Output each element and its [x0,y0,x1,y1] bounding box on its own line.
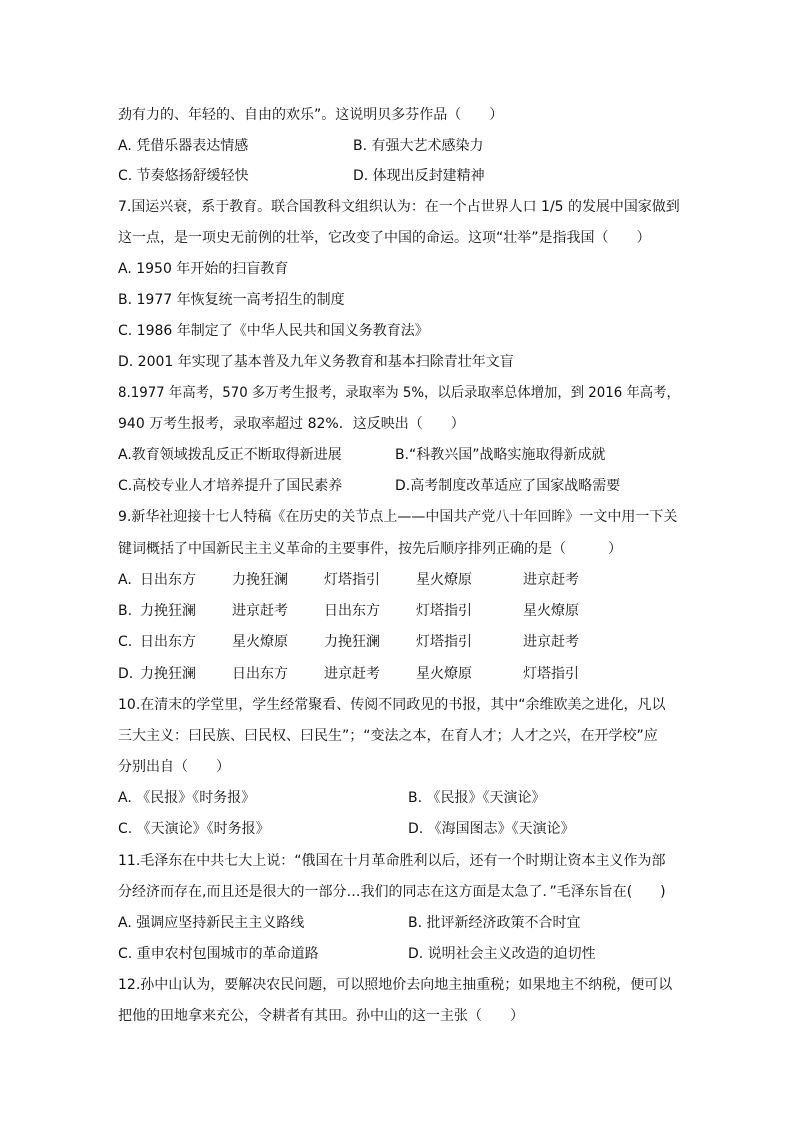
keyword: 力挽狂澜 [140,603,196,619]
q10-option-c: C. 《天演论》《时务报》 [118,821,270,837]
keyword: 灯塔指引 [523,666,579,682]
q12-stem-line: 把他的田地拿来充公，令耕者有其田。孙中山的这一主张（ ） [118,1008,524,1024]
q8-stem-line: 940 万考生报考，录取率超过 82%．这反映出（ ） [118,416,465,432]
q8-option-b: B.“科教兴国”战略实施取得新成就 [395,447,606,463]
q6-stem-line: 劲有力的、年轻的、自由的欢乐”。这说明贝多芬作品（ ） [118,107,504,123]
keyword: 力挽狂澜 [140,666,196,682]
q9-stem-line: 键词概括了中国新民主主义革命的主要事件，按先后顺序排列正确的是（ ） [118,541,622,557]
q8-option-a: A.教育领域拨乱反正不断取得新进展 [118,447,342,463]
keyword: 星火燎原 [416,666,472,682]
keyword: 力挽狂澜 [232,572,288,588]
q6-option-c: C. 节奏悠扬舒缓轻快 [118,168,249,184]
keyword: 进京赶考 [523,634,579,650]
keyword: 日出东方 [324,603,380,619]
keyword: 星火燎原 [523,603,579,619]
q10-stem-line: 三大主义：曰民族、曰民权、曰民生”；“变法之本，在育人才；人才之兴，在开学校”应 [118,728,658,744]
q8-option-c: C.高校专业人才培养提升了国民素养 [118,478,343,494]
keyword: 进京赶考 [232,603,288,619]
keyword: 进京赶考 [324,666,380,682]
q11-option-a: A. 强调应坚持新民主主义路线 [118,915,305,931]
option-label: B. [118,603,133,619]
q12-stem-line: 12.孙中山认为，要解决农民问题，可以照地价去向地主抽重税；如果地主不纳税，便可以 [118,977,673,993]
q11-stem-line: 11.毛泽东在中共七大上说：“俄国在十月革命胜利以后，还有一个时期让资本主义作为部 [118,853,666,869]
q6-option-a: A. 凭借乐器表达情感 [118,138,249,154]
keyword: 灯塔指引 [416,634,472,650]
keyword: 日出东方 [140,634,196,650]
keyword: 星火燎原 [232,634,288,650]
q6-option-b: B. 有强大艺术感染力 [353,138,484,154]
q10-stem-line: 分别出自（ ） [118,759,230,775]
q11-option-d: D. 说明社会主义改造的迫切性 [408,946,596,962]
q7-option-a: A. 1950 年开始的扫盲教育 [118,261,289,277]
keyword: 星火燎原 [416,572,472,588]
q6-option-d: D. 体现出反封建精神 [353,168,485,184]
q9-stem-line: 9.新华社迎接十七人特稿《在历史的关节点上——中国共产党八十年回眸》一文中用一下关 [118,509,678,525]
keyword: 灯塔指引 [324,572,380,588]
keyword: 日出东方 [232,666,288,682]
option-label: C. [118,634,133,650]
q7-option-c: C. 1986 年制定了《中华人民共和国义务教育法》 [118,323,429,339]
keyword: 日出东方 [140,572,196,588]
q11-option-c: C. 重申农村包围城市的革命道路 [118,946,319,962]
q10-stem-line: 10.在清末的学堂里，学生经常聚看、传阅不同政见的书报，其中“余维欧美之进化，凡以 [118,697,666,713]
keyword: 灯塔指引 [416,603,472,619]
q11-option-b: B. 批评新经济政策不合时宜 [408,915,581,931]
q10-option-d: D. 《海国图志》《天演论》 [408,821,575,837]
q7-option-b: B. 1977 年恢复统一高考招生的制度 [118,292,345,308]
q7-stem-line: 7.国运兴衰，系于教育。联合国教科文组织认为：在一个占世界人口 1/5 的发展中国家做到 [118,199,680,215]
keyword: 力挽狂澜 [324,634,380,650]
q10-option-a: A. 《民报》《时务报》 [118,790,256,806]
q7-option-d: D. 2001 年实现了基本普及九年义务教育和基本扫除青壮年文盲 [118,354,514,370]
q8-stem-line: 8.1977 年高考，570 多万考生报考，录取率为 5%，以后录取率总体增加，到 2016 年高考， [118,385,680,401]
q11-stem-line: 分经济而存在,而且还是很大的一部分…我们的同志在这方面是太急了．”毛泽东旨在( ) [118,884,666,900]
keyword: 进京赶考 [523,572,579,588]
option-label: A. [118,572,132,588]
q10-option-b: B. 《民报》《天演论》 [408,790,546,806]
option-label: D. [118,666,134,682]
q8-option-d: D.高考制度改革适应了国家战略需要 [395,478,621,494]
q7-stem-line: 这一点，是一项史无前例的壮举，它改变了中国的命运。这项“壮举”是指我国（ ） [118,230,651,246]
